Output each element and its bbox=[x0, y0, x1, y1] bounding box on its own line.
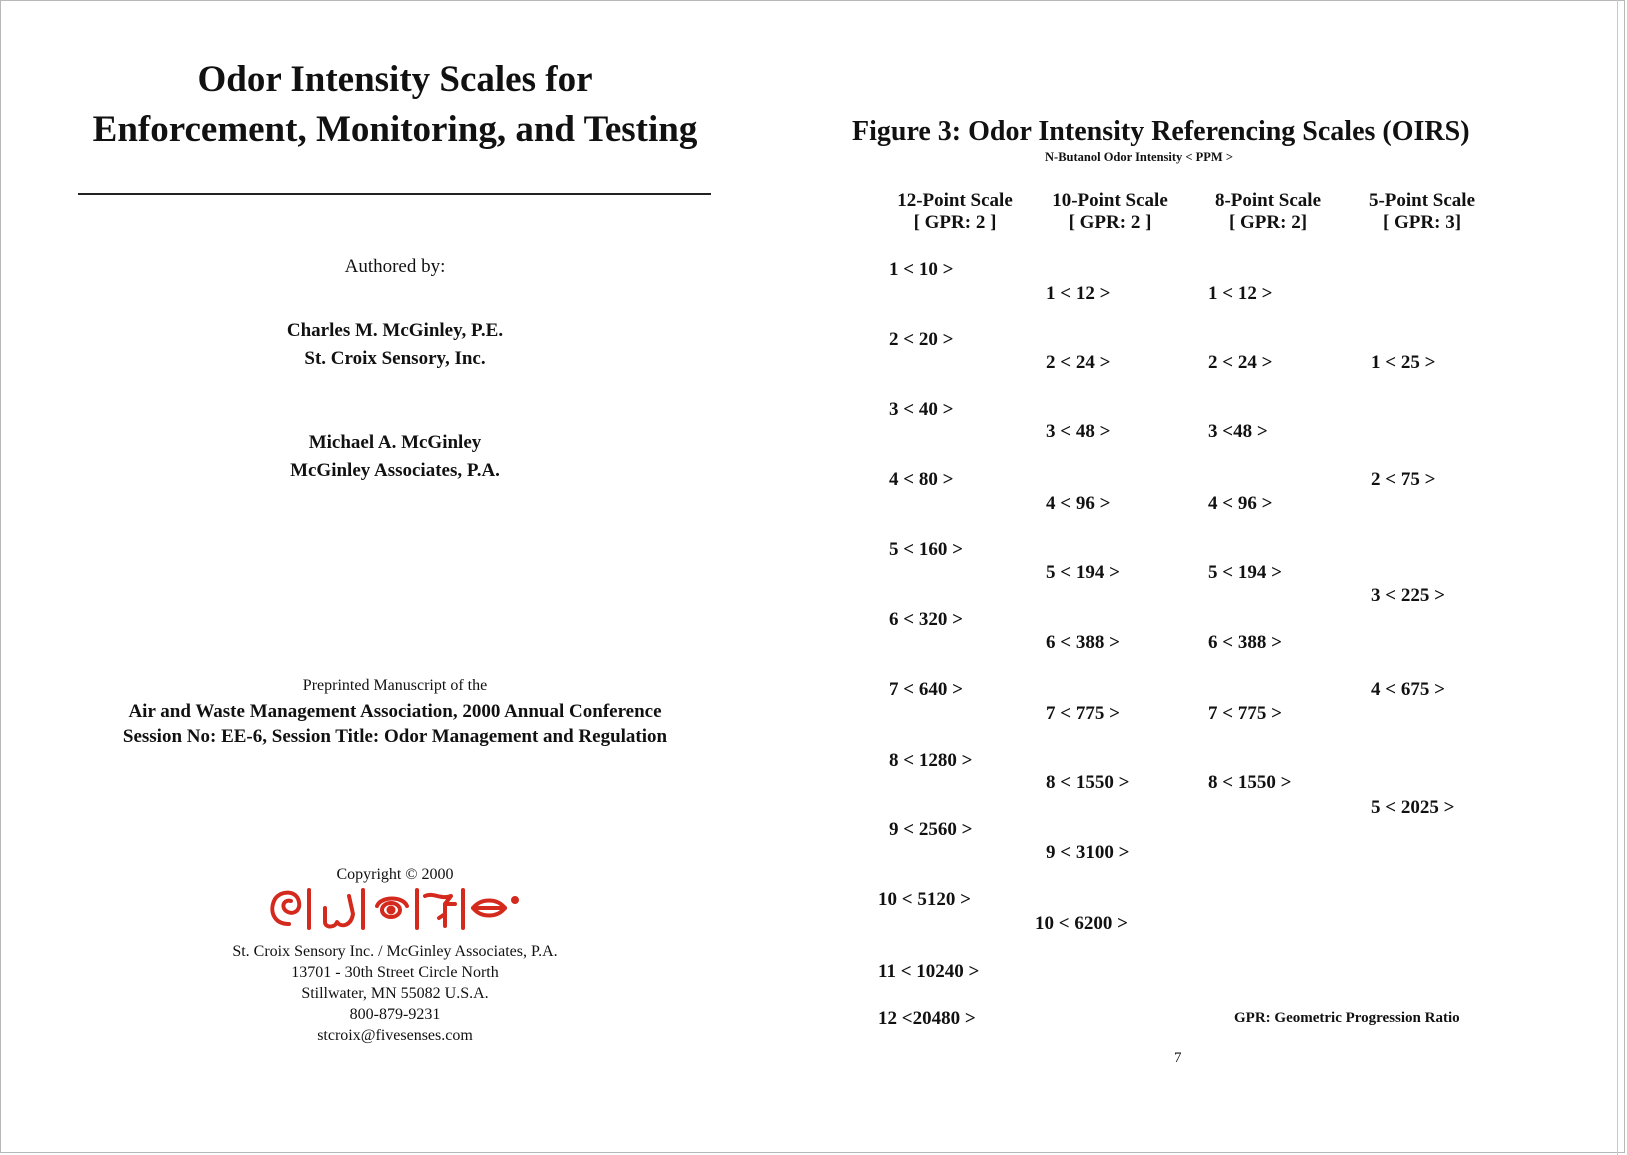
scale-cell: 6 < 388 > bbox=[1208, 632, 1282, 653]
scale-cell: 8 < 1550 > bbox=[1046, 772, 1130, 793]
scale-cell: 9 < 3100 > bbox=[1046, 842, 1130, 863]
scale-cell: 7 < 775 > bbox=[1046, 703, 1120, 724]
page-edge-line bbox=[1617, 0, 1618, 1155]
street-line: 13701 - 30th Street Circle North bbox=[291, 964, 499, 981]
title-divider bbox=[78, 193, 711, 195]
scale-cell: 5 < 160 > bbox=[889, 539, 963, 560]
figure-subtitle: N-Butanol Odor Intensity < PPM > bbox=[1045, 150, 1233, 164]
phone-line: 800-879-9231 bbox=[349, 1006, 441, 1023]
column-name: 10-Point Scale bbox=[1052, 190, 1168, 211]
column-header-8pt bbox=[1193, 190, 1343, 234]
scale-cell: 3 < 225 > bbox=[1371, 585, 1445, 606]
company-line: St. Croix Sensory Inc. / McGinley Associates, P.A. bbox=[232, 943, 558, 960]
scale-cell: 10 < 5120 > bbox=[878, 889, 971, 910]
scale-cell: 10 < 6200 > bbox=[1035, 913, 1128, 934]
title-line-1: Odor Intensity Scales for bbox=[197, 59, 593, 100]
column-gpr: [ GPR: 2] bbox=[1228, 212, 1308, 233]
author1-name: Charles M. McGinley, P.E. bbox=[286, 320, 504, 341]
scale-cell: 2 < 24 > bbox=[1046, 352, 1111, 373]
scale-cell: 2 < 24 > bbox=[1208, 352, 1273, 373]
column-name: 5-Point Scale bbox=[1368, 190, 1476, 211]
column-gpr: [ GPR: 2 ] bbox=[1068, 212, 1152, 233]
scale-cell: 3 < 40 > bbox=[889, 399, 954, 420]
scale-cell: 8 < 1280 > bbox=[889, 750, 973, 771]
title-line-2: Enforcement, Monitoring, and Testing bbox=[92, 109, 698, 150]
session-line: Session No: EE-6, Session Title: Odor Management and Regulation bbox=[122, 726, 668, 747]
author2-org: McGinley Associates, P.A. bbox=[290, 460, 500, 481]
scale-cell: 2 < 75 > bbox=[1371, 469, 1436, 490]
scale-cell: 9 < 2560 > bbox=[889, 819, 973, 840]
conference-line: Air and Waste Management Association, 2000 Annual Conference bbox=[128, 701, 662, 722]
column-gpr: [ GPR: 2 ] bbox=[913, 212, 997, 233]
city-line: Stillwater, MN 55082 U.S.A. bbox=[301, 985, 489, 1002]
author2-name: Michael A. McGinley bbox=[308, 432, 482, 453]
author1-org: St. Croix Sensory, Inc. bbox=[304, 348, 486, 369]
authored-by-label: Authored by: bbox=[344, 256, 446, 277]
page-number: 7 bbox=[1174, 1050, 1182, 1066]
column-header-5pt bbox=[1347, 190, 1497, 234]
scale-cell: 3 < 48 > bbox=[1046, 421, 1111, 442]
scale-cell: 2 < 20 > bbox=[889, 329, 954, 350]
company-logo-icon bbox=[265, 884, 525, 934]
column-name: 8-Point Scale bbox=[1214, 190, 1322, 211]
scale-cell: 1 < 25 > bbox=[1371, 352, 1436, 373]
scale-cell: 3 <48 > bbox=[1208, 421, 1268, 442]
scale-cell: 6 < 320 > bbox=[889, 609, 963, 630]
scale-cell: 6 < 388 > bbox=[1046, 632, 1120, 653]
copyright-line: Copyright © 2000 bbox=[336, 866, 454, 883]
scale-cell: 8 < 1550 > bbox=[1208, 772, 1292, 793]
figure-title: Figure 3: Odor Intensity Referencing Scales (OIRS) bbox=[852, 116, 1470, 147]
column-name: 12-Point Scale bbox=[897, 190, 1013, 211]
preprint-label: Preprinted Manuscript of the bbox=[302, 677, 488, 694]
scale-cell: 1 < 12 > bbox=[1208, 283, 1273, 304]
gpr-footnote: GPR: Geometric Progression Ratio bbox=[1234, 1010, 1460, 1026]
email-line: stcroix@fivesenses.com bbox=[317, 1027, 473, 1044]
scale-cell: 5 < 194 > bbox=[1046, 562, 1120, 583]
column-gpr: [ GPR: 3] bbox=[1382, 212, 1462, 233]
scale-cell: 12 <20480 > bbox=[878, 1008, 976, 1029]
scale-cell: 1 < 10 > bbox=[889, 259, 954, 280]
scale-cell: 5 < 2025 > bbox=[1371, 797, 1455, 818]
scale-cell: 4 < 80 > bbox=[889, 469, 954, 490]
scale-cell: 7 < 775 > bbox=[1208, 703, 1282, 724]
scale-cell: 4 < 96 > bbox=[1046, 493, 1111, 514]
scale-cell: 5 < 194 > bbox=[1208, 562, 1282, 583]
scale-cell: 1 < 12 > bbox=[1046, 283, 1111, 304]
column-header-12pt bbox=[880, 190, 1030, 234]
scale-cell: 4 < 675 > bbox=[1371, 679, 1445, 700]
scale-cell: 4 < 96 > bbox=[1208, 493, 1273, 514]
scale-cell: 11 < 10240 > bbox=[878, 961, 980, 982]
scale-cell: 7 < 640 > bbox=[889, 679, 963, 700]
column-header-10pt bbox=[1035, 190, 1185, 234]
